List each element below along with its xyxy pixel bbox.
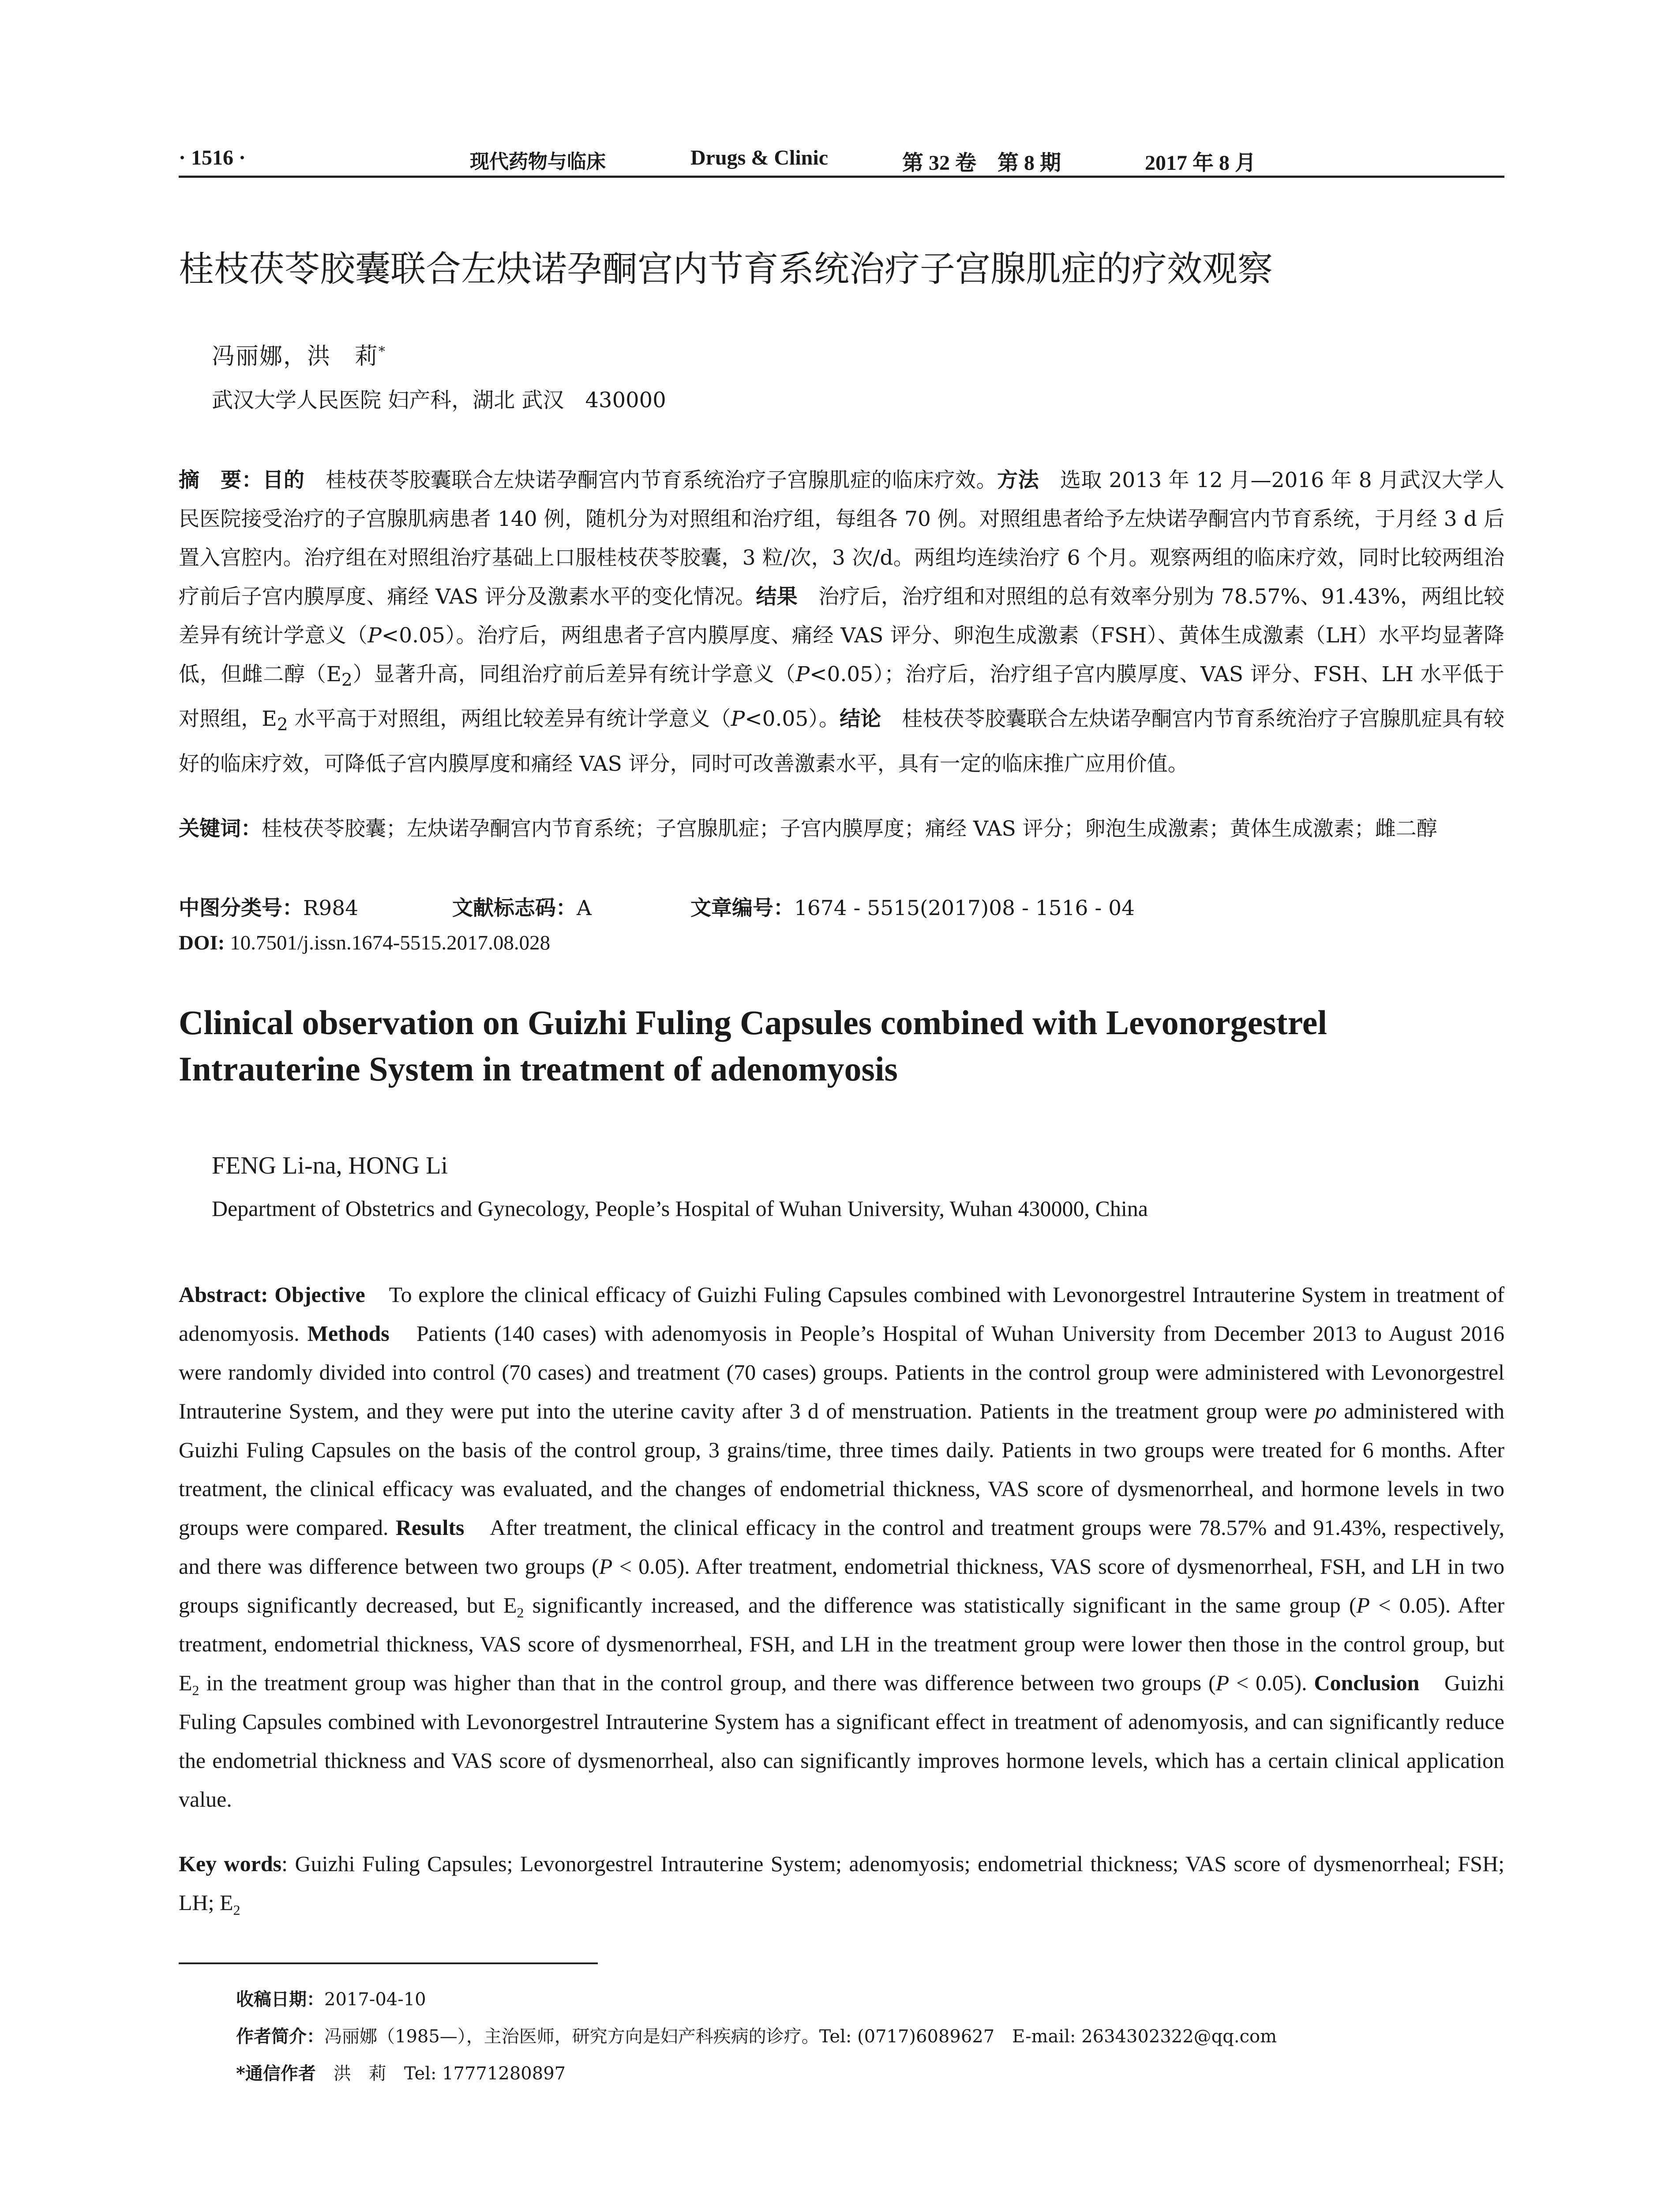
p-symbol: P bbox=[1215, 1670, 1230, 1695]
author-bio: 冯丽娜（1985—），主治医师，研究方向是妇产科疾病的诊疗。Tel: (0717)6089627 E-mail: 2634302322@qq.com bbox=[324, 2026, 1277, 2047]
methods-text-en-2: administered with Guizhi Fuling Capsules on the basis of the control group, 3 grains/time, three times daily. Patients in two groups were treated for 6 months. After treatment, the clinical efficacy was evaluated, and the changes of endometrial thickness, VAS score of dysmenorrheal, and hormone levels in two groups were compared. bbox=[179, 1399, 1504, 1540]
subscript-2: 2 bbox=[192, 1682, 199, 1698]
footnote-author bbox=[236, 2018, 1277, 2055]
subscript-2: 2 bbox=[277, 715, 288, 735]
affiliation-cn: 武汉大学人民医院 妇产科，湖北 武汉 430000 bbox=[212, 388, 666, 413]
authors-en: FENG Li-na, HONG Li bbox=[212, 1152, 448, 1179]
conclusion-label-cn: 结论 bbox=[840, 707, 881, 732]
results-label-cn: 结果 bbox=[756, 585, 798, 609]
conclusion-text-en: Guizhi Fuling Capsules combined with Levonorgestrel Intrauterine System has a significant effect in treatment of adenomyosis, and can significantly reduce the endometrial thickness and VAS score of dysmenorrheal, also can significantly improves hormone levels, which has a certain clinical application value. bbox=[179, 1670, 1504, 1812]
conclusion-text-cn: 桂枝茯苓胶囊联合左炔诺孕酮宫内节育系统治疗子宫腺肌症具有较好的临床疗效，可降低子宫内膜厚度和痛经 VAS 评分，同时可改善激素水平，具有一定的临床推广应用价值。 bbox=[179, 707, 1504, 776]
results-label-en: Results bbox=[395, 1515, 465, 1540]
keywords-en bbox=[179, 1844, 1504, 1922]
results-text-en-1: After treatment, the clinical efficacy in the control and treatment groups were 78.57% and 91.43%, respectively, and there was difference between two groups ( bbox=[179, 1515, 1505, 1579]
results-text-cn-6: <0.05）。 bbox=[745, 707, 840, 732]
conclusion-label-en: Conclusion bbox=[1314, 1670, 1420, 1695]
p-symbol: P bbox=[731, 707, 745, 732]
abstract-en bbox=[179, 1275, 1504, 1819]
page-number: · 1516 · bbox=[179, 146, 246, 169]
issue-date: 2017 年 8 月 bbox=[1145, 151, 1256, 175]
keywords-en-label: Key words bbox=[179, 1851, 282, 1876]
keywords-cn-text: 桂枝茯苓胶囊；左炔诺孕酮宫内节育系统；子宫腺肌症；子宫内膜厚度；痛经 VAS 评分；卵泡生成激素；黄体生成激素；雌二醇 bbox=[262, 817, 1437, 841]
doi-link[interactable]: 10.7501/j.issn.1674-5515.2017.08.028 bbox=[225, 931, 551, 954]
received-date: 2017-04-10 bbox=[324, 1989, 426, 2010]
footnotes bbox=[236, 1981, 1277, 2092]
footnote-corresponding bbox=[236, 2055, 1277, 2092]
methods-label-cn: 方法 bbox=[997, 468, 1039, 492]
received-label: 收稿日期： bbox=[236, 1989, 324, 2010]
results-text-en-5: in the treatment group was higher than that in the control group, and there was difference between two groups ( bbox=[199, 1670, 1216, 1695]
objective-label-cn: 目的 bbox=[262, 468, 305, 492]
journal-name-en: Drugs & Clinic bbox=[690, 146, 828, 169]
keywords-cn bbox=[179, 810, 1504, 848]
subscript-2: 2 bbox=[517, 1605, 524, 1621]
subscript-2: 2 bbox=[233, 1902, 240, 1918]
classification-line bbox=[179, 889, 1135, 928]
results-text-en-2: < 0.05). After treatment, endometrial thickness, VAS score of dysmenorrheal, FSH, and LH in two groups significantly decreased, but E bbox=[179, 1554, 1504, 1617]
keywords-cn-label: 关键词： bbox=[179, 817, 262, 841]
results-text-en-6: < 0.05). bbox=[1229, 1670, 1314, 1695]
abstract-cn-label: 摘 要： bbox=[179, 468, 263, 492]
volume-issue: 第 32 卷 第 8 期 bbox=[902, 151, 1061, 175]
results-text-cn-5: 水平高于对照组，两组比较差异有统计学意义（ bbox=[288, 707, 731, 732]
running-header bbox=[179, 140, 1504, 178]
p-symbol: P bbox=[368, 623, 382, 648]
footnote-divider bbox=[179, 1962, 598, 1964]
authors-cn bbox=[212, 338, 386, 371]
methods-text-en-1: Patients (140 cases) with adenomyosis in People’s Hospital of Wuhan University from December 2013 to August 2016 were randomly divided into control (70 cases) and treatment (70 cases) groups. Patients in the control group were administered with Levonorgestrel Intrauterine System, and they were put into the uterine cavity after 3 d of menstruation. Patients in the treatment group were bbox=[179, 1321, 1504, 1423]
abstract-cn bbox=[179, 461, 1504, 784]
article-no-label: 文章编号： bbox=[690, 896, 794, 920]
author-bio-label: 作者简介： bbox=[236, 2026, 324, 2047]
methods-text-cn: 选取 2013 年 12 月—2016 年 8 月武汉大学人民医院接受治疗的子宫腺肌病患者 140 例，随机分为对照组和治疗组，每组各 70 例。对照组患者给予左炔诺孕酮宫内节育系统，于月经 3 d 后置入宫腔内。治疗组在对照组治疗基础上口服桂枝茯苓胶囊，3 粒/次，3 次/d。两组均连续治疗 6 个月。观察两组的临床疗效，同时比较两组治疗前后子宫内膜厚度、痛经 VAS 评分及激素水平的变化情况。 bbox=[179, 468, 1505, 609]
article-no-value: 1674 - 5515(2017)08 - 1516 - 04 bbox=[794, 896, 1135, 920]
results-text-cn-1: 治疗后，治疗组和对照组的总有效率分别为 78.57%、91.43%，两组比较差异有统计学意义（ bbox=[179, 585, 1505, 648]
abstract-objective-label-en: Abstract: Objective bbox=[179, 1282, 365, 1307]
doc-code-value: A bbox=[577, 896, 592, 920]
po-italic: po bbox=[1314, 1399, 1337, 1423]
doi-line bbox=[179, 931, 550, 955]
clc-label: 中图分类号： bbox=[179, 896, 303, 920]
results-text-cn-2: <0.05）。治疗后，两组患者子宫内膜厚度、痛经 VAS 评分、卵泡生成激素（FSH）、黄体生成激素（LH）水平均显著降低，但雌二醇（E bbox=[179, 623, 1505, 687]
footnote-received bbox=[236, 1981, 1277, 2018]
objective-text-cn: 桂枝茯苓胶囊联合左炔诺孕酮宫内节育系统治疗子宫腺肌症的临床疗效。 bbox=[304, 468, 998, 492]
clc-value: R984 bbox=[303, 896, 359, 920]
journal-name-cn: 现代药物与临床 bbox=[470, 150, 606, 173]
results-text-cn-4: <0.05）；治疗后，治疗组子宫内膜厚度、VAS 评分、FSH、LH 水平低于对照组，E bbox=[179, 662, 1505, 732]
results-text-cn-3: ）显著升高，同组治疗前后差异有统计学意义（ bbox=[352, 662, 796, 687]
doi-label: DOI: bbox=[179, 931, 225, 954]
corresponding-info: 洪 莉 Tel: 17771280897 bbox=[315, 2063, 566, 2084]
authors-cn-names: 冯丽娜，洪 莉 bbox=[212, 343, 379, 370]
affiliation-en: Department of Obstetrics and Gynecology, People’s Hospital of Wuhan University, Wuhan 430000, China bbox=[212, 1196, 1148, 1221]
title-en: Clinical observation on Guizhi Fuling Capsules combined with Levonorgestrel Intrauterine System in treatment of adenomyosis bbox=[179, 1003, 1328, 1088]
keywords-en-text: : Guizhi Fuling Capsules; Levonorgestrel Intrauterine System; adenomyosis; endometrial thickness; VAS score of dysmenorrheal; FSH; LH; E bbox=[179, 1851, 1504, 1915]
doc-code-label: 文献标志码： bbox=[452, 896, 577, 920]
results-text-en-4: < 0.05). After treatment, endometrial thickness, VAS score of dysmenorrheal, FSH, and LH in the treatment group were lower then those in the control group, but E bbox=[179, 1593, 1504, 1695]
corresponding-mark: * bbox=[379, 344, 386, 360]
corresponding-label: *通信作者 bbox=[236, 2063, 316, 2084]
objective-text-en: To explore the clinical efficacy of Guizhi Fuling Capsules combined with Levonorgestrel Intrauterine System in treatment of adenomyosis. bbox=[179, 1282, 1505, 1346]
p-symbol: P bbox=[599, 1554, 613, 1579]
results-text-en-3: significantly increased, and the difference was statistically significant in the same group ( bbox=[524, 1593, 1357, 1617]
title-cn: 桂枝茯苓胶囊联合左炔诺孕酮宫内节育系统治疗子宫腺肌症的疗效观察 bbox=[179, 248, 1273, 289]
subscript-2: 2 bbox=[341, 670, 352, 690]
p-symbol: P bbox=[1356, 1593, 1370, 1617]
p-symbol: P bbox=[795, 662, 810, 687]
methods-label-en: Methods bbox=[307, 1321, 390, 1346]
